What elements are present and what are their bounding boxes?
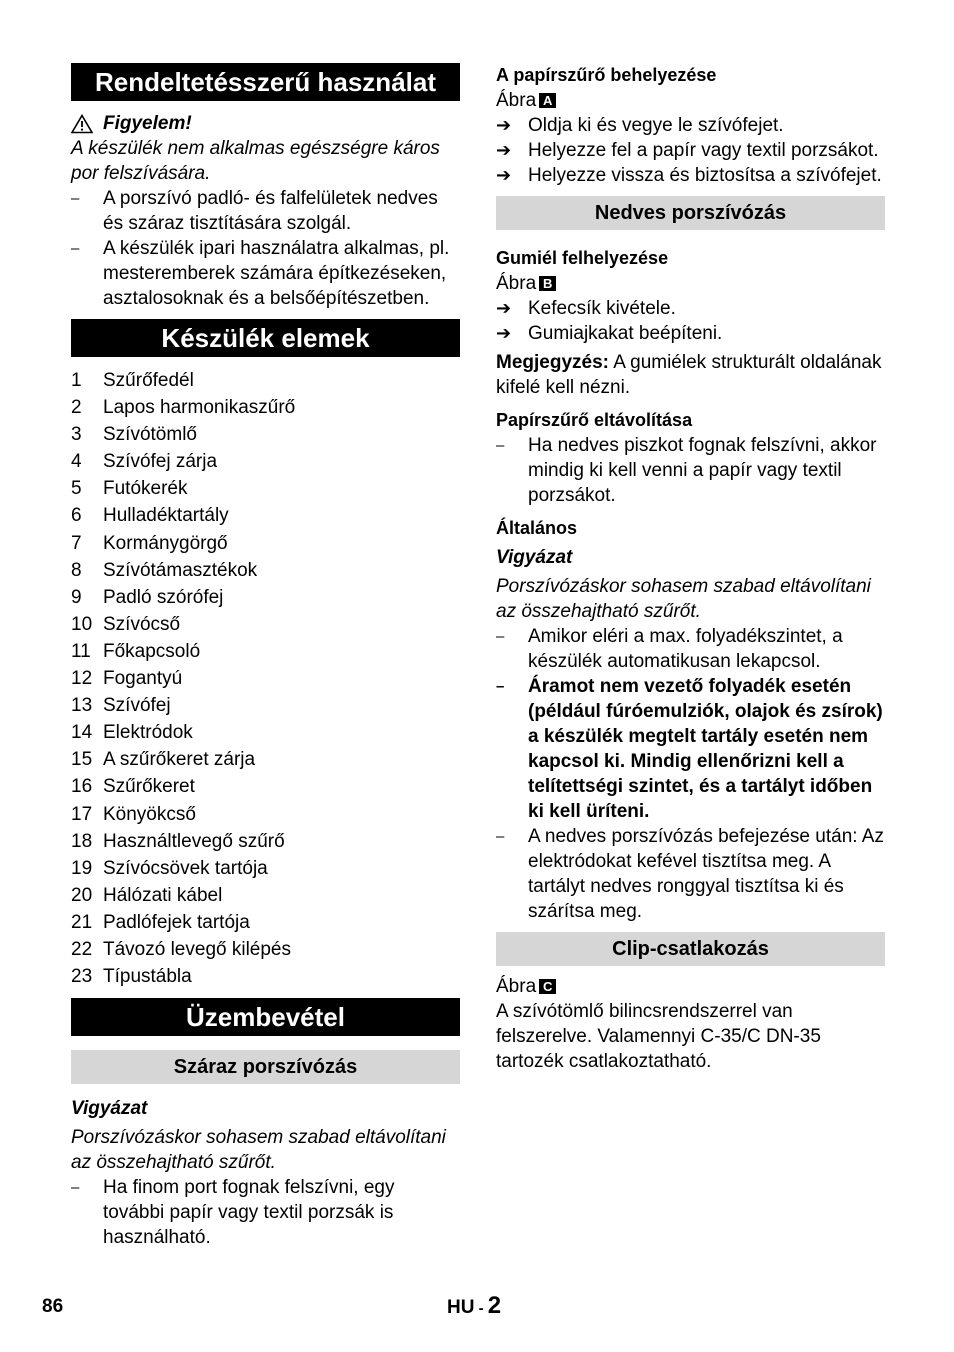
warning-title: Figyelem! <box>103 113 192 134</box>
parts-list <box>71 367 460 990</box>
list-item: 17 Könyökcső <box>71 803 196 825</box>
list-item: 3 Szívótömlő <box>71 424 197 446</box>
caution-title: Vigyázat <box>496 547 573 568</box>
list-item: 9 Padló szórófej <box>71 586 224 608</box>
list-item: 8 Szívótámasztékok <box>71 559 258 581</box>
left-column <box>71 63 460 1250</box>
language-page-marker: HU - 2 <box>447 1292 502 1319</box>
list-item: – Amikor eléri a max. folyadékszintet, a készülék automatikusan lekapcsol. <box>496 624 885 674</box>
list-item: 6 Hulladéktartály <box>71 505 229 527</box>
list-item: ➔ Gumiajkakat beépíteni. <box>496 321 885 346</box>
list-item: 22 Távozó levegő kilépés <box>71 938 291 960</box>
list-item: 20 Hálózati kábel <box>71 884 223 906</box>
figure-b-badge: B <box>539 276 556 291</box>
page-number: 86 <box>42 1296 64 1317</box>
caution-text: Porszívózáskor sohasem szabad eltávolítani az összehajtható szűrőt. <box>71 1127 446 1174</box>
right-column <box>496 63 885 1074</box>
list-item: 16 Szűrőkeret <box>71 776 195 798</box>
list-item: – Áramot nem vezető folyadék esetén (például fúróemulziók, olajok és zsírok) a készülék megtelt tartály esetén nem kapcsol ki. Mindig ellenőrizni kell a telítettségi szintet, és a tartályt időben ki kell üríteni. <box>496 674 885 824</box>
section-heading-intended-use: Rendeltetésszerű használat <box>71 63 460 101</box>
warning-text: A készülék nem alkalmas egészségre káros por felszívására. <box>71 138 440 184</box>
list-item: 10 Szívócső <box>71 613 181 635</box>
list-item: 2 Lapos harmonikaszűrő <box>71 397 296 419</box>
list-item: ➔ Oldja ki és vegye le szívófejet. <box>496 113 885 138</box>
subsection-heading-clip: Clip-csatlakozás <box>496 932 885 966</box>
list-item: 13 Szívófej <box>71 695 171 717</box>
section-heading-startup: Üzembevétel <box>71 998 460 1036</box>
list-item: 11 Főkapcsoló <box>71 640 201 662</box>
list-item: ➔ Kefecsík kivétele. <box>496 296 885 321</box>
list-item: 7 Kormánygörgő <box>71 532 228 554</box>
figure-ref: Ábra A <box>496 88 885 113</box>
list-item: ➔ Helyezze vissza és biztosítsa a szívófejet. <box>496 163 885 188</box>
subsection-heading-dry: Száraz porszívózás <box>71 1050 460 1084</box>
caution-title: Vigyázat <box>71 1098 148 1120</box>
warning-triangle-icon <box>71 114 93 134</box>
section-heading-parts: Készülék elemek <box>71 319 460 357</box>
list-item: – Ha nedves piszkot fognak felszívni, akkor mindig ki kell venni a papír vagy textil porzsákot. <box>496 433 885 508</box>
list-item: – Ha finom port fognak felszívni, egy további papír vagy textil porzsák is használható. <box>71 1175 460 1250</box>
clip-text: A szívótömlő bilincsrendszerrel van felszerelve. Valamennyi C-35/C DN-35 tartozék csatlakoztatható. <box>496 1001 821 1072</box>
list-item: ➔ Helyezze fel a papír vagy textil porzsákot. <box>496 138 885 163</box>
warning-heading <box>71 111 460 136</box>
figure-a-badge: A <box>539 93 556 108</box>
list-item: 21 Padlófejek tartója <box>71 911 250 933</box>
note: Megjegyzés: A gumiélek strukturált oldalának kifelé kell nézni. <box>496 352 882 398</box>
heading-paper-filter: A papírszűrő behelyezése <box>496 65 717 85</box>
list-item: 19 Szívócsövek tartója <box>71 857 268 879</box>
list-item: 5 Futókerék <box>71 478 188 500</box>
figure-ref: Ábra C <box>496 974 885 999</box>
heading-rubber-lip: Gumiél felhelyezése <box>496 248 669 268</box>
caution-text: Porszívózáskor sohasem szabad eltávolítani az összehajtható szűrőt. <box>496 576 871 622</box>
list-item: 14 Elektródok <box>71 722 193 744</box>
heading-paper-removal: Papírszűrő eltávolítása <box>496 410 693 430</box>
figure-c-badge: C <box>539 979 556 994</box>
figure-ref: Ábra B <box>496 271 885 296</box>
subsection-heading-wet: Nedves porszívózás <box>496 196 885 230</box>
list-item: 15 A szűrőkeret zárja <box>71 749 256 771</box>
list-item: 18 Használtlevegő szűrő <box>71 830 285 852</box>
list-item: 1 Szűrőfedél <box>71 370 194 391</box>
list-item: 12 Fogantyú <box>71 668 183 690</box>
list-item: – A porszívó padló- és falfelületek nedves és száraz tisztítására szolgál. <box>71 186 460 236</box>
list-item: 4 Szívófej zárja <box>71 451 218 473</box>
list-item: – A nedves porszívózás befejezése után: Az elektródokat kefével tisztítsa meg. A tartályt nedves ronggyal tisztítsa ki és szárítsa meg. <box>496 824 885 924</box>
heading-general: Általános <box>496 518 578 538</box>
list-item: – A készülék ipari használatra alkalmas, pl. mesteremberek számára építkezéseken, asztalosoknak és a belsőépítészetben. <box>71 236 460 311</box>
list-item: 23 Típustábla <box>71 966 192 988</box>
